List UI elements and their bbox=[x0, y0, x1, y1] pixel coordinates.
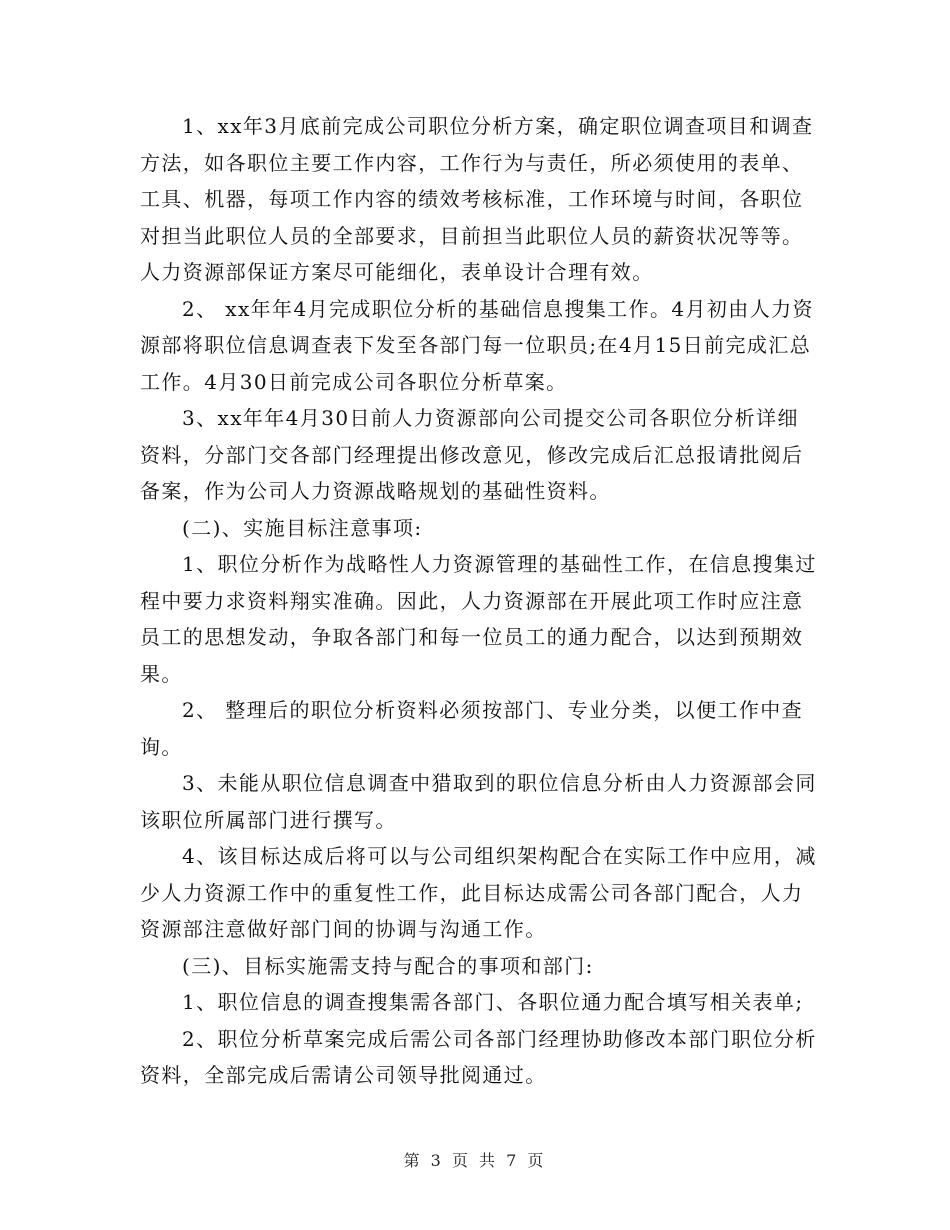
document-body bbox=[140, 108, 820, 1094]
paragraph-11: 2、职位分析草案完成后需公司各部门经理协助修改本部门职位分析资料，全部完成后需请公司领导批阅通过。 bbox=[140, 1026, 817, 1087]
paragraph-3: 3、xx年年4月30日前人力资源部向公司提交公司各职位分析详细资料，分部门交各部门经理提出修改意见，修改完成后汇总报请批阅后备案，作为公司人力资源战略规划的基础性资料。 bbox=[140, 406, 804, 503]
paragraph-8: 4、该目标达成后将可以与公司组织架构配合在实际工作中应用，减少人力资源工作中的重复性工作，此目标达成需公司各部门配合，人力资源部注意做好部门间的协调与沟通工作。 bbox=[140, 844, 817, 941]
section-heading-3: (三)、目标实施需支持与配合的事项和部门: bbox=[182, 953, 594, 978]
paragraph-6: 2、 整理后的职位分析资料必须按部门、专业分类，以便工作中查询。 bbox=[140, 698, 804, 759]
paragraph-1: 1、xx年3月底前完成公司职位分析方案，确定职位调查项目和调查方法，如各职位主要工作内容，工作行为与责任，所必须使用的表单、工具、机器，每项工作内容的绩效考核标准，工作环境与时间，各职位对担当此职位人员的全部要求，目前担当此职位人员的薪资状况等等。人力资源部保证方案尽可能细化，表单设计合理有效。 bbox=[140, 114, 814, 284]
section-heading-2: (二)、实施目标注意事项: bbox=[182, 515, 423, 540]
paragraph-10: 1、职位信息的调查搜集需各部门、各职位通力配合填写相关表单; bbox=[182, 990, 804, 1014]
paragraph-7: 3、未能从职位信息调查中猎取到的职位信息分析由人力资源部会同该职位所属部门进行撰写。 bbox=[140, 771, 817, 832]
page-number-footer: 第 3 页 共 7 页 bbox=[403, 1151, 547, 1170]
paragraph-2: 2、 xx年年4月完成职位分析的基础信息搜集工作。4月初由人力资源部将职位信息调查表下发至各部门每一位职员;在4月15日前完成汇总工作。4月30日前完成公司各职位分析草案。 bbox=[140, 296, 814, 394]
paragraph-5: 1、职位分析作为战略性人力资源管理的基础性工作，在信息搜集过程中要力求资料翔实准确。因此，人力资源部在开展此项工作时应注意员工的思想发动，争取各部门和每一位员工的通力配合，以达到预期效果。 bbox=[140, 552, 817, 686]
